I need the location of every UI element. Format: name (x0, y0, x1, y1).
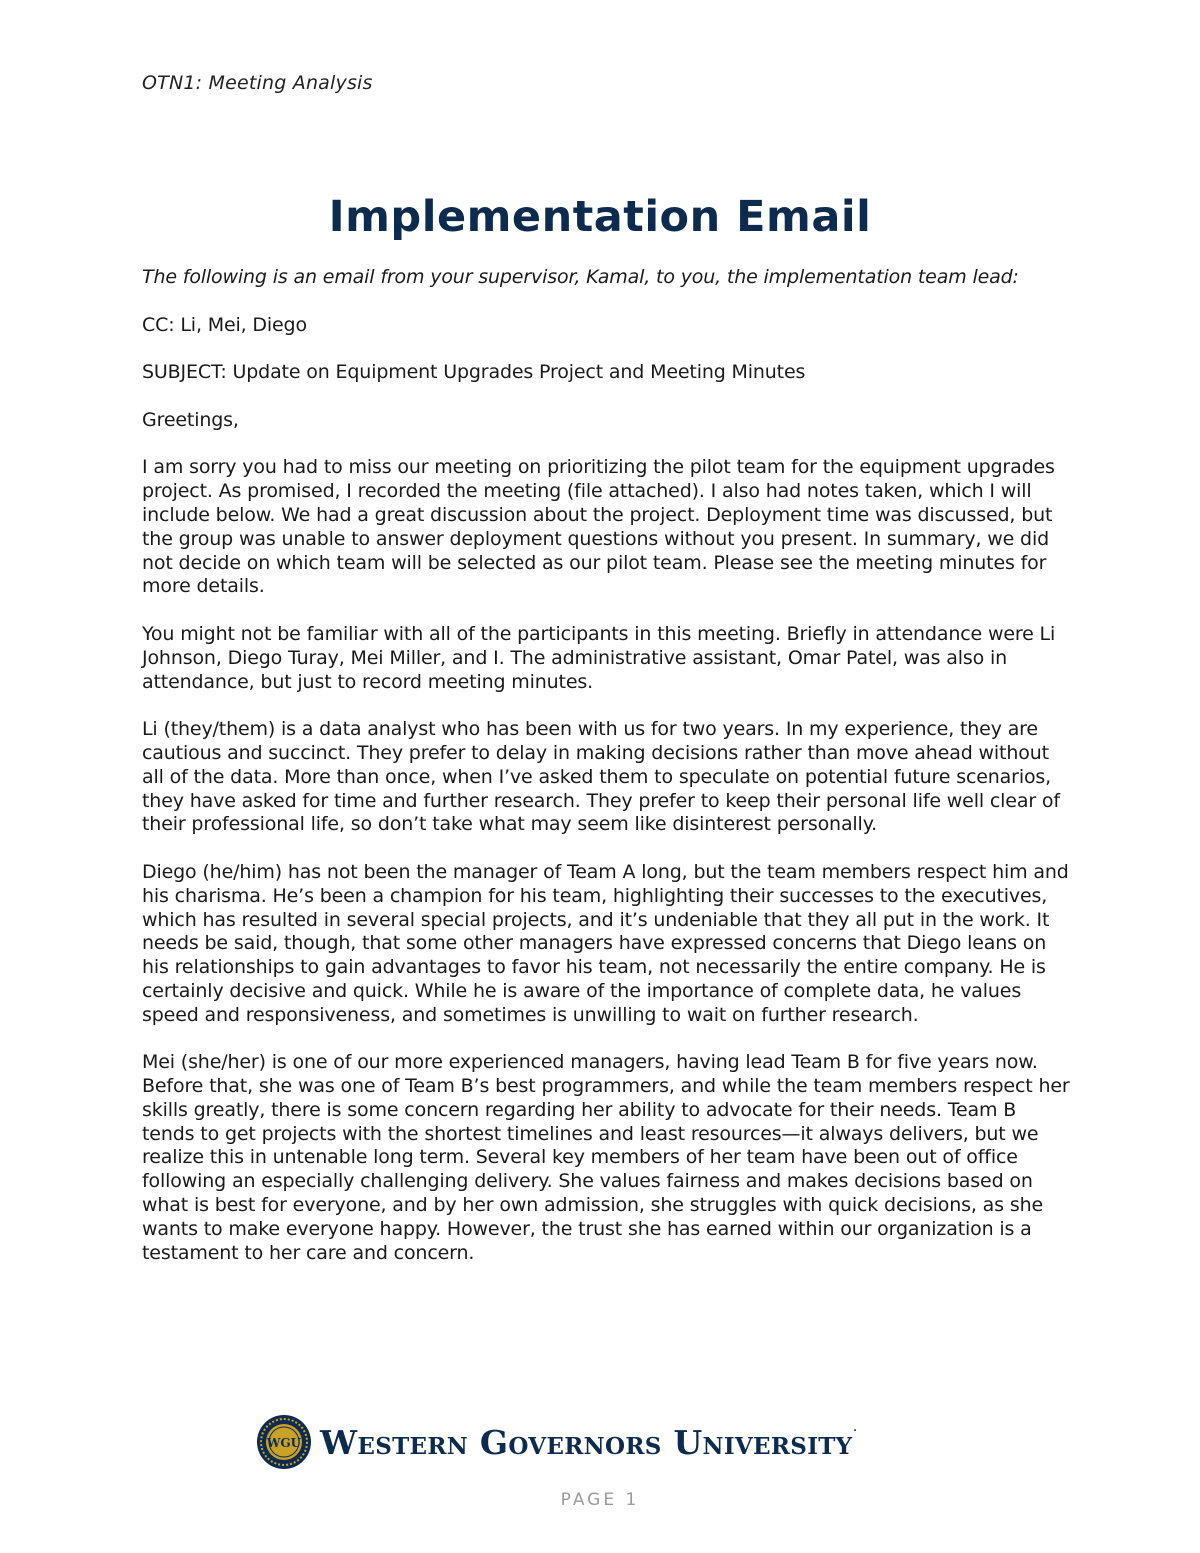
document-title: Implementation Email (328, 192, 872, 242)
subject-line: SUBJECT: Update on Equipment Upgrades Project and Meeting Minutes (142, 361, 806, 384)
email-body (142, 266, 1072, 1289)
university-seal-icon (256, 1414, 312, 1470)
cc-line: CC: Li, Mei, Diego (142, 313, 307, 336)
body-paragraph: Mei (she/her) is one of our more experienced managers, having lead Team B for five years now. Before that, she was one of Team B’s best programmers, and while the team members respect her skills greatly, there is some concern regarding her ability to advocate for their needs. Team B tends to get projects with the shortest timelines and least resources—it always delivers, but we realize this in untenable long term. Several key members of her team have been out of office following an especially challenging delivery. She values fairness and makes decisions based on what is best for everyone, and by her own admission, she struggles with quick decisions, as she wants to make everyone happy. However, the trust she has earned within our organization is a testament to her care and concern. (142, 1051, 1070, 1264)
wgu-logo (256, 1412, 857, 1472)
trademark-mark: . (853, 1422, 858, 1434)
seal-monogram: WGU (266, 1436, 302, 1450)
body-paragraph: Li (they/them) is a data analyst who has been with us for two years. In my experience, they are cautious and succinct. They prefer to delay in making decisions rather than move ahead without all of the data. More than once, when I’ve asked them to speculate on potential future scenarios, they have asked for time and further research. They prefer to keep their personal life well clear of their professional life, so don’t take what may seem like disinterest personally. (142, 718, 1060, 836)
greeting: Greetings, (142, 408, 239, 431)
body-paragraph: I am sorry you had to miss our meeting on prioritizing the pilot team for the equipment upgrades project. As promised, I recorded the meeting (file attached). I also had notes taken, which I will include below. We had a great discussion about the project. Deployment time was discussed, but the group was unable to answer deployment questions without you present. In summary, we did not decide on which team will be selected as our pilot team. Please see the meeting minutes for more details. (142, 456, 1055, 598)
university-wordmark (320, 1423, 857, 1462)
body-paragraph: Diego (he/him) has not been the manager of Team A long, but the team members respect him and his charisma. He’s been a champion for his team, highlighting their successes to the executives, which has resulted in several special projects, and it’s undeniable that they all put in the work. It needs be said, though, that some other managers have expressed concerns that Diego leans on his relationships to gain advantages to favor his team, not necessarily the entire company. He is certainly decisive and quick. While he is aware of the importance of complete data, he values speed and responsiveness, and sometimes is unwilling to wait on further research. (142, 860, 1069, 1026)
intro-text: The following is an email from your supervisor, Kamal, to you, the implementation team lead: (142, 266, 1019, 288)
running-header: OTN1: Meeting Analysis (142, 72, 373, 94)
body-paragraph: You might not be familiar with all of the participants in this meeting. Briefly in attendance were Li Johnson, Diego Turay, Mei Miller, and I. The administrative assistant, Omar Patel, was also in attendance, but just to record meeting minutes. (142, 622, 1056, 693)
page-number: PAGE 1 (560, 1490, 640, 1510)
university-name: Western Governors University (320, 1422, 853, 1462)
